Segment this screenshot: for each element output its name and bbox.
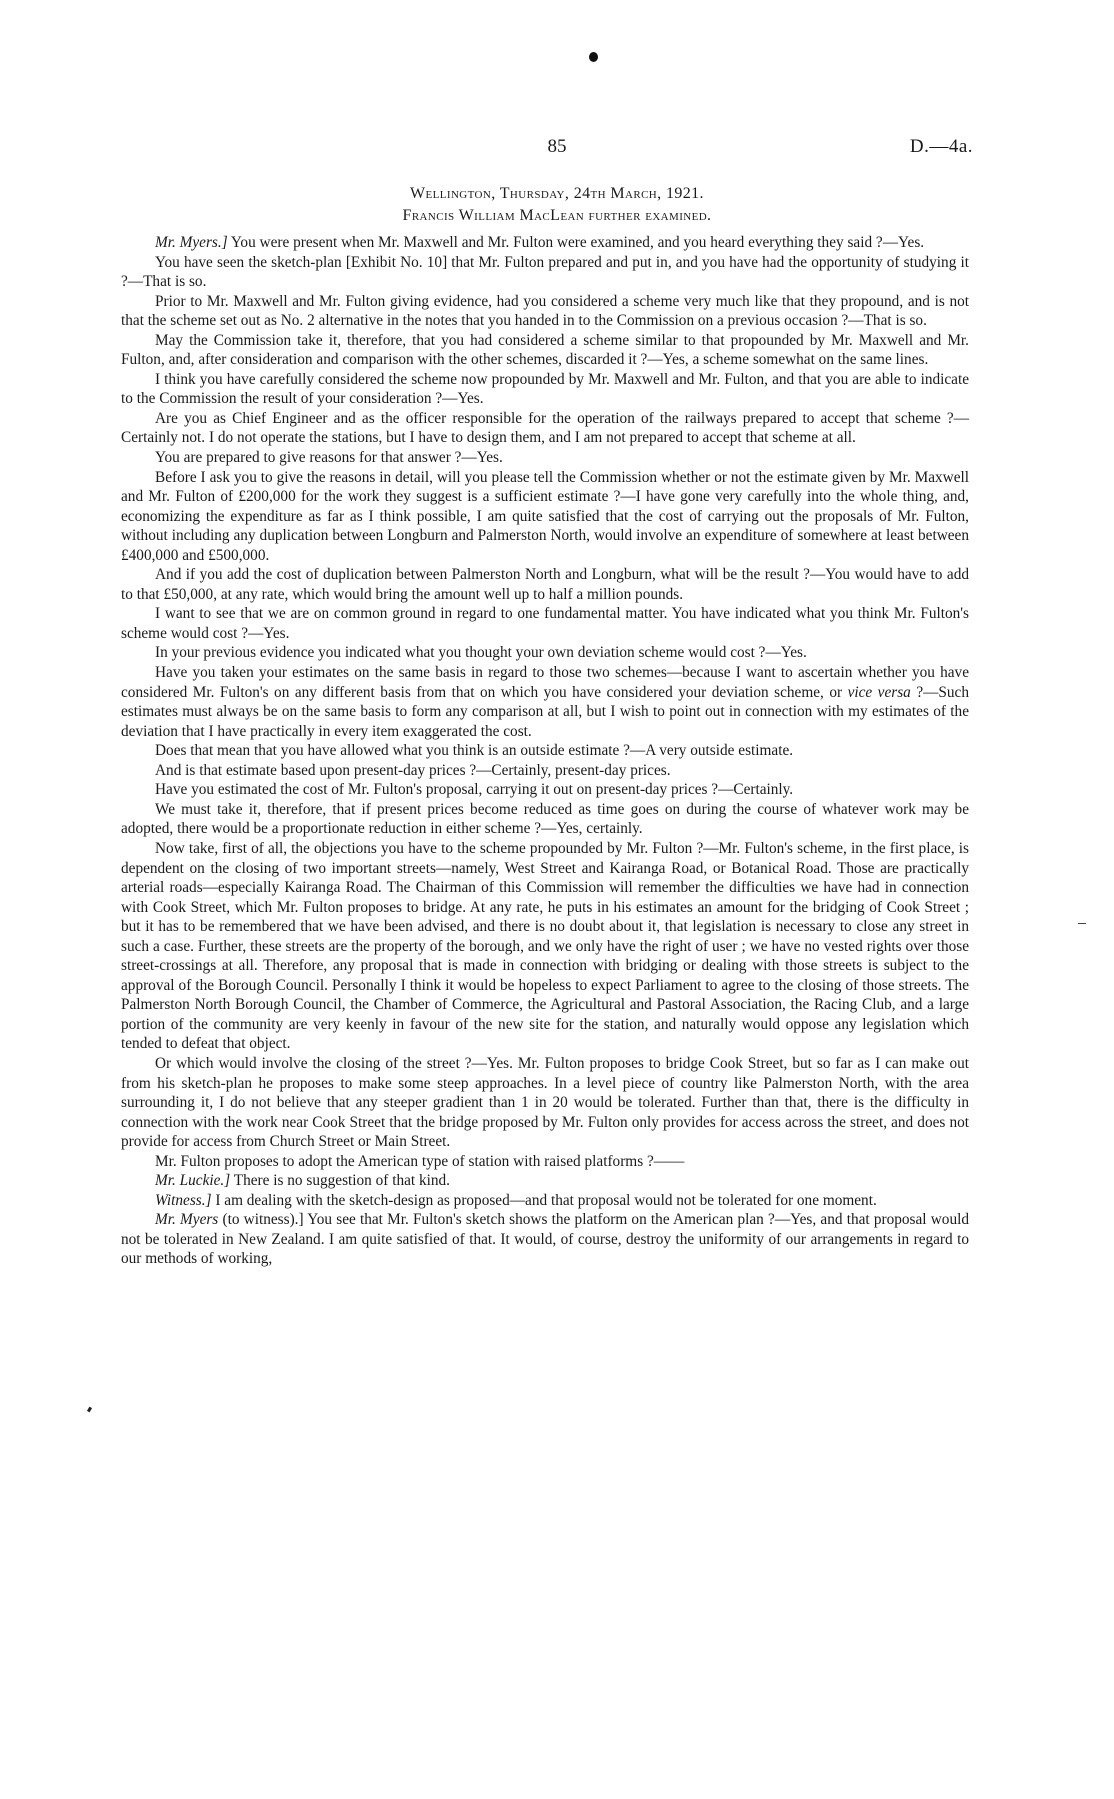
paragraph: Now take, first of all, the objections you have to the scheme propounded by Mr. Fulton ?—Mr. Fulton's scheme, in the first place, is dependent on the closing of two important streets—namely, West Street and Kairanga Road, or Botanical Road. Those are practically arterial roads—especially Kairanga Road. The Chairman of this Commission will remember the difficulties we have had in connection with Cook Street, which Mr. Fulton proposes to bridge. At any rate, he puts in his estimates an amount for the bridging of Cook Street ; but it has to be remembered that we have been advised, and there is no doubt about it, that legislation is necessary to close any street in such a case. Further, these streets are the property of the borough, and we only have the right of user ; we have no vested rights over those street-crossings at all. Therefore, any proposal that is made in connection with bridging or dealing with those streets is subject to the approval of the Borough Council. Personally I think it would be hopeless to expect Parliament to agree to the closing of those streets. The Palmerston North Borough Council, the Chamber of Commerce, the Agricultural and Pastoral Association, the Racing Club, and a large portion of the community are very keenly in favour of the new site for the station, and naturally would oppose any legislation which tended to defeat that object. <box>121 839 969 1053</box>
witness-heading: Francis William MacLean further examined. <box>402 207 712 224</box>
paragraph-text: I am dealing with the sketch-design as proposed—and that proposal would not be tolerated for one moment. <box>211 1191 877 1209</box>
document-code: D.—4a. <box>909 136 973 157</box>
paragraph: Mr. Fulton proposes to adopt the American type of station with raised platforms ?—— <box>155 1152 685 1170</box>
paragraph-text: Have you taken your estimates on the same basis in regard to those two schemes—because I want to ascertain whether you have considered Mr. Fulton's on any different basis from that on which you have considered your deviation scheme, or <box>121 664 969 701</box>
speaker-label: Mr. Myers <box>155 1211 219 1229</box>
paragraph: I want to see that we are on common ground in regard to one fundamental matter. You have indicated what you think Mr. Fulton's scheme would cost ?—Yes. <box>121 605 969 642</box>
paragraph-text: You see that Mr. Fulton's sketch shows the platform on the American plan ?—Yes, and that proposal would not be tolerated in New Zealand. I am quite satisfied of that. It would, of course, destroy the uniformity of our arrangements in regard to our methods of working, <box>121 1211 969 1268</box>
page-number: 85 <box>547 136 567 157</box>
paragraph: May the Commission take it, therefore, that you had considered a scheme similar to that propounded by Mr. Maxwell and Mr. Fulton, and, after consideration and comparison with the other schemes, discarded it ?—Yes, a scheme somewhat on the same lines. <box>121 331 969 369</box>
paragraph: Are you as Chief Engineer and as the officer responsible for the operation of the railways prepared to accept that scheme ?—Certainly not. I do not operate the stations, but I have to design them, and I am not prepared to accept that scheme at all. <box>121 409 969 447</box>
paragraph: And is that estimate based upon present-day prices ?—Certainly, present-day prices. <box>155 761 671 779</box>
speaker-label: Mr. Luckie.] <box>155 1172 231 1190</box>
paragraph: Prior to Mr. Maxwell and Mr. Fulton giving evidence, had you considered a scheme very much like that they propound, and is not that the scheme set out as No. 2 alternative in the notes that you handed in to the Commission on a previous occasion ?—That is so. <box>121 292 969 330</box>
paragraph: Before I ask you to give the reasons in detail, will you please tell the Commission whether or not the estimate given by Mr. Maxwell and Mr. Fulton of £200,000 for the work they suggest is a sufficient estimate ?—I have gone very carefully into the whole thing, and, economizing the expenditure as far as I think possible, I am quite satisfied that the cost of carrying out the proposals of Mr. Fulton, without including any duplication between Longburn and Palmerston North, would involve an expenditure of somewhere at least between £400,000 and £500,000. <box>121 468 969 564</box>
hearing-date-heading: Wellington, Thursday, 24th March, 1921. <box>410 185 704 202</box>
paragraph <box>121 1191 969 1211</box>
paragraph: And if you add the cost of duplication between Palmerston North and Longburn, what will be the result ?—You would have to add to that £50,000, at any rate, which would bring the amount well up to half a million pounds. <box>121 566 969 603</box>
paragraph: You have seen the sketch-plan [Exhibit No. 10] that Mr. Fulton prepared and put in, and you have had the opportunity of studying it ?—That is so. <box>121 253 969 291</box>
speaker-label: Witness.] <box>155 1191 212 1209</box>
margin-mark <box>1078 923 1086 924</box>
paragraph: I think you have carefully considered the scheme now propounded by Mr. Maxwell and Mr. Fulton, and that you are able to indicate to the Commission the result of your consideration ?—Yes. <box>121 370 969 408</box>
paragraph <box>121 1171 969 1191</box>
margin-mark <box>87 1407 92 1413</box>
paragraph-text: You were present when Mr. Maxwell and Mr. Fulton were examined, and you heard everything they said ?—Yes. <box>227 234 925 251</box>
paragraph-text-after: ?—Such estimates must always be on the same basis to form any comparison at all, but I wish to point out in connection with my estimates of the deviation that I have practically in every item exaggerated the cost. <box>121 683 969 740</box>
paragraph: Have you estimated the cost of Mr. Fulton's proposal, carrying it out on present-day prices ?—Certainly. <box>155 781 794 799</box>
paragraph-text: There is no suggestion of that kind. <box>230 1172 450 1190</box>
paragraph <box>121 233 969 253</box>
paragraph: You are prepared to give reasons for that answer ?—Yes. <box>155 449 503 467</box>
ink-dot-mark <box>589 52 598 62</box>
speaker-label: Mr. Myers.] <box>155 234 228 251</box>
paragraph: Or which would involve the closing of the street ?—Yes. Mr. Fulton proposes to bridge Cook Street, but so far as I can make out from his sketch-plan he proposes to make some steep approaches. In a level piece of country like Palmerston North, with the area surrounding it, I do not believe that any steeper gradient than 1 in 20 would be tolerated. Further than that, there is the difficulty in connection with the work near Cook Street that the bridge proposed by Mr. Fulton only provides for access across the street, and does not provide for access from Church Street or Main Street. <box>121 1054 969 1151</box>
paragraph <box>121 663 969 741</box>
paragraph: We must take it, therefore, that if present prices become reduced as time goes on during the course of whatever work may be adopted, there would be a proportionate reduction in either scheme ?—Yes, certainly. <box>121 800 969 838</box>
paragraph: In your previous evidence you indicated what you thought your own deviation scheme would cost ?—Yes. <box>155 644 807 662</box>
latin-phrase: vice versa <box>847 683 911 701</box>
paragraph: Does that mean that you have allowed what you think is an outside estimate ?—A very outside estimate. <box>155 742 794 760</box>
paragraph <box>121 1210 969 1269</box>
speaker-label-suffix: (to witness).] <box>218 1211 304 1229</box>
transcript-body <box>121 233 969 1269</box>
